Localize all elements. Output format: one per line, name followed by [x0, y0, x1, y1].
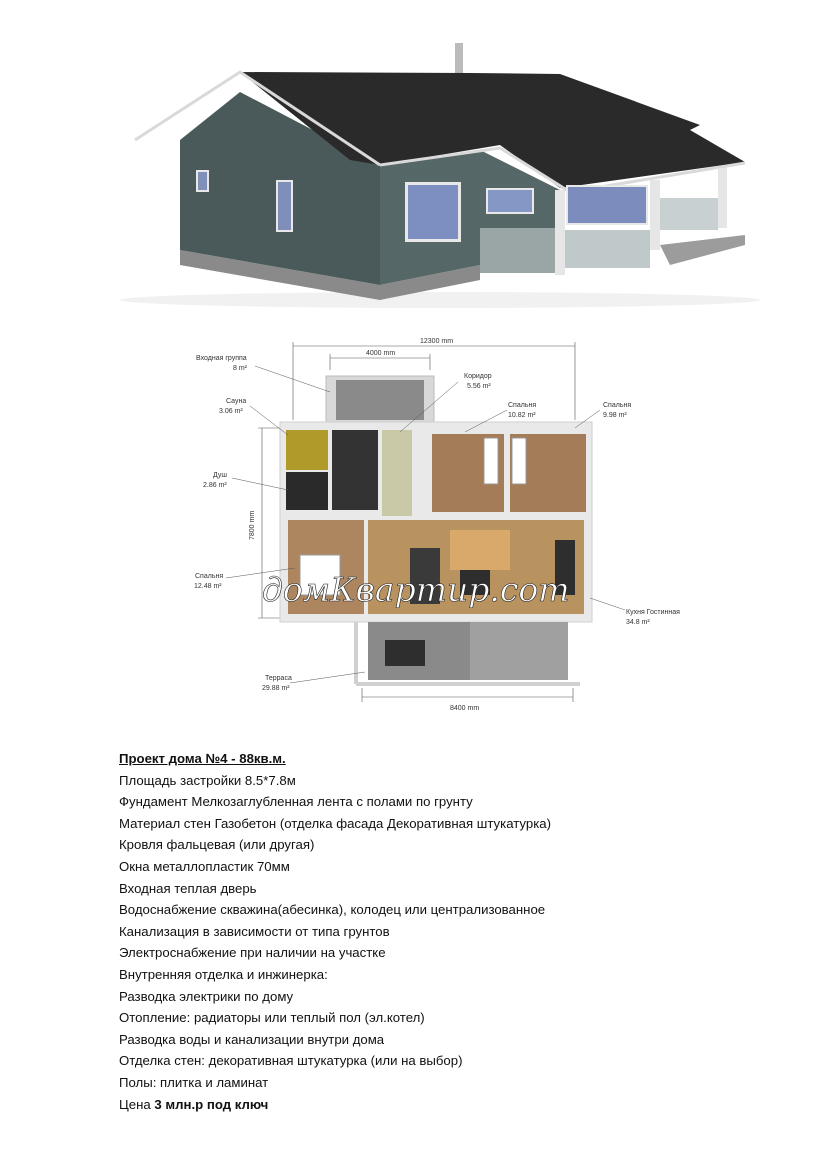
dim-left: 7800 mm	[249, 510, 256, 540]
spec-line: Материал стен Газобетон (отделка фасада Декоративная штукатурка)	[119, 815, 551, 831]
label-bedroom-right-area: 9.98 m²	[603, 412, 627, 419]
spec-line: Окна металлопластик 70мм	[119, 858, 290, 874]
label-bedroom-mid-name: Спальня	[508, 402, 537, 409]
label-terrace-area: 29.88 m²	[262, 685, 290, 692]
spec-line: Канализация в зависимости от типа грунтов	[119, 923, 390, 939]
label-shower-name: Душ	[213, 472, 228, 479]
label-kitchen-area: 34.8 m²	[626, 619, 650, 626]
label-corridor-area: 5.56 m²	[467, 383, 491, 390]
spec-line: Полы: плитка и ламинат	[119, 1074, 269, 1090]
spec-line: Отделка стен: декоративная штукатурка (или на выбор)	[119, 1053, 463, 1069]
bathroom	[332, 430, 378, 510]
spec-line: Разводка воды и канализации внутри дома	[119, 1031, 385, 1047]
spec-line: Разводка электрики по дому	[119, 988, 294, 1004]
label-bedroom-right-name: Спальня	[603, 402, 632, 409]
label-bedroom-left-name: Спальня	[195, 573, 224, 580]
spec-block	[119, 748, 799, 1115]
spec-line: Площадь застройки 8.5*7.8м	[119, 772, 296, 788]
label-entry-area: 8 m²	[233, 365, 247, 372]
sauna-room	[286, 430, 328, 470]
terrace-table	[385, 640, 425, 666]
label-shower-area: 2.86 m²	[203, 482, 227, 489]
spec-line: Кровля фальцевая (или другая)	[119, 837, 315, 853]
price-prefix: Цена	[119, 1096, 155, 1112]
price-value: 3 млн.р под ключ	[154, 1096, 269, 1112]
watermark: домКвартир.com	[262, 570, 570, 609]
label-entry-name: Входная группа	[196, 355, 247, 362]
dim-top-inner: 4000 mm	[366, 350, 396, 357]
spec-line: Фундамент Мелкозаглубленная лента с полами по грунту	[119, 794, 473, 810]
spec-price	[119, 1094, 799, 1116]
spec-line: Внутренняя отделка и инжинерка:	[119, 966, 328, 982]
label-bedroom-left-area: 12.48 m²	[194, 583, 222, 590]
dim-bottom: 8400 mm	[450, 705, 480, 712]
label-kitchen-name: Кухня Гостинная	[626, 609, 680, 616]
spec-line: Водоснабжение скважина(абесинка), колодец или централизованное	[119, 902, 546, 918]
label-terrace-name: Терраса	[265, 675, 292, 682]
label-sauna-area: 3.06 m²	[219, 408, 243, 415]
entry-floor	[336, 380, 424, 420]
spec-line: Отопление: радиаторы или теплый пол (эл.котел)	[119, 1010, 425, 1026]
label-corridor-name: Коридор	[464, 373, 492, 380]
spec-line: Входная теплая дверь	[119, 880, 257, 896]
label-sauna-name: Сауна	[226, 398, 247, 405]
label-bedroom-mid-area: 10.82 m²	[508, 412, 536, 419]
spec-line: Электроснабжение при наличии на участке	[119, 945, 386, 961]
corridor-floor	[382, 430, 412, 516]
dim-top-total: 12300 mm	[420, 338, 454, 345]
spec-title: Проект дома №4 - 88кв.м.	[119, 751, 286, 766]
shower-room	[286, 472, 328, 510]
